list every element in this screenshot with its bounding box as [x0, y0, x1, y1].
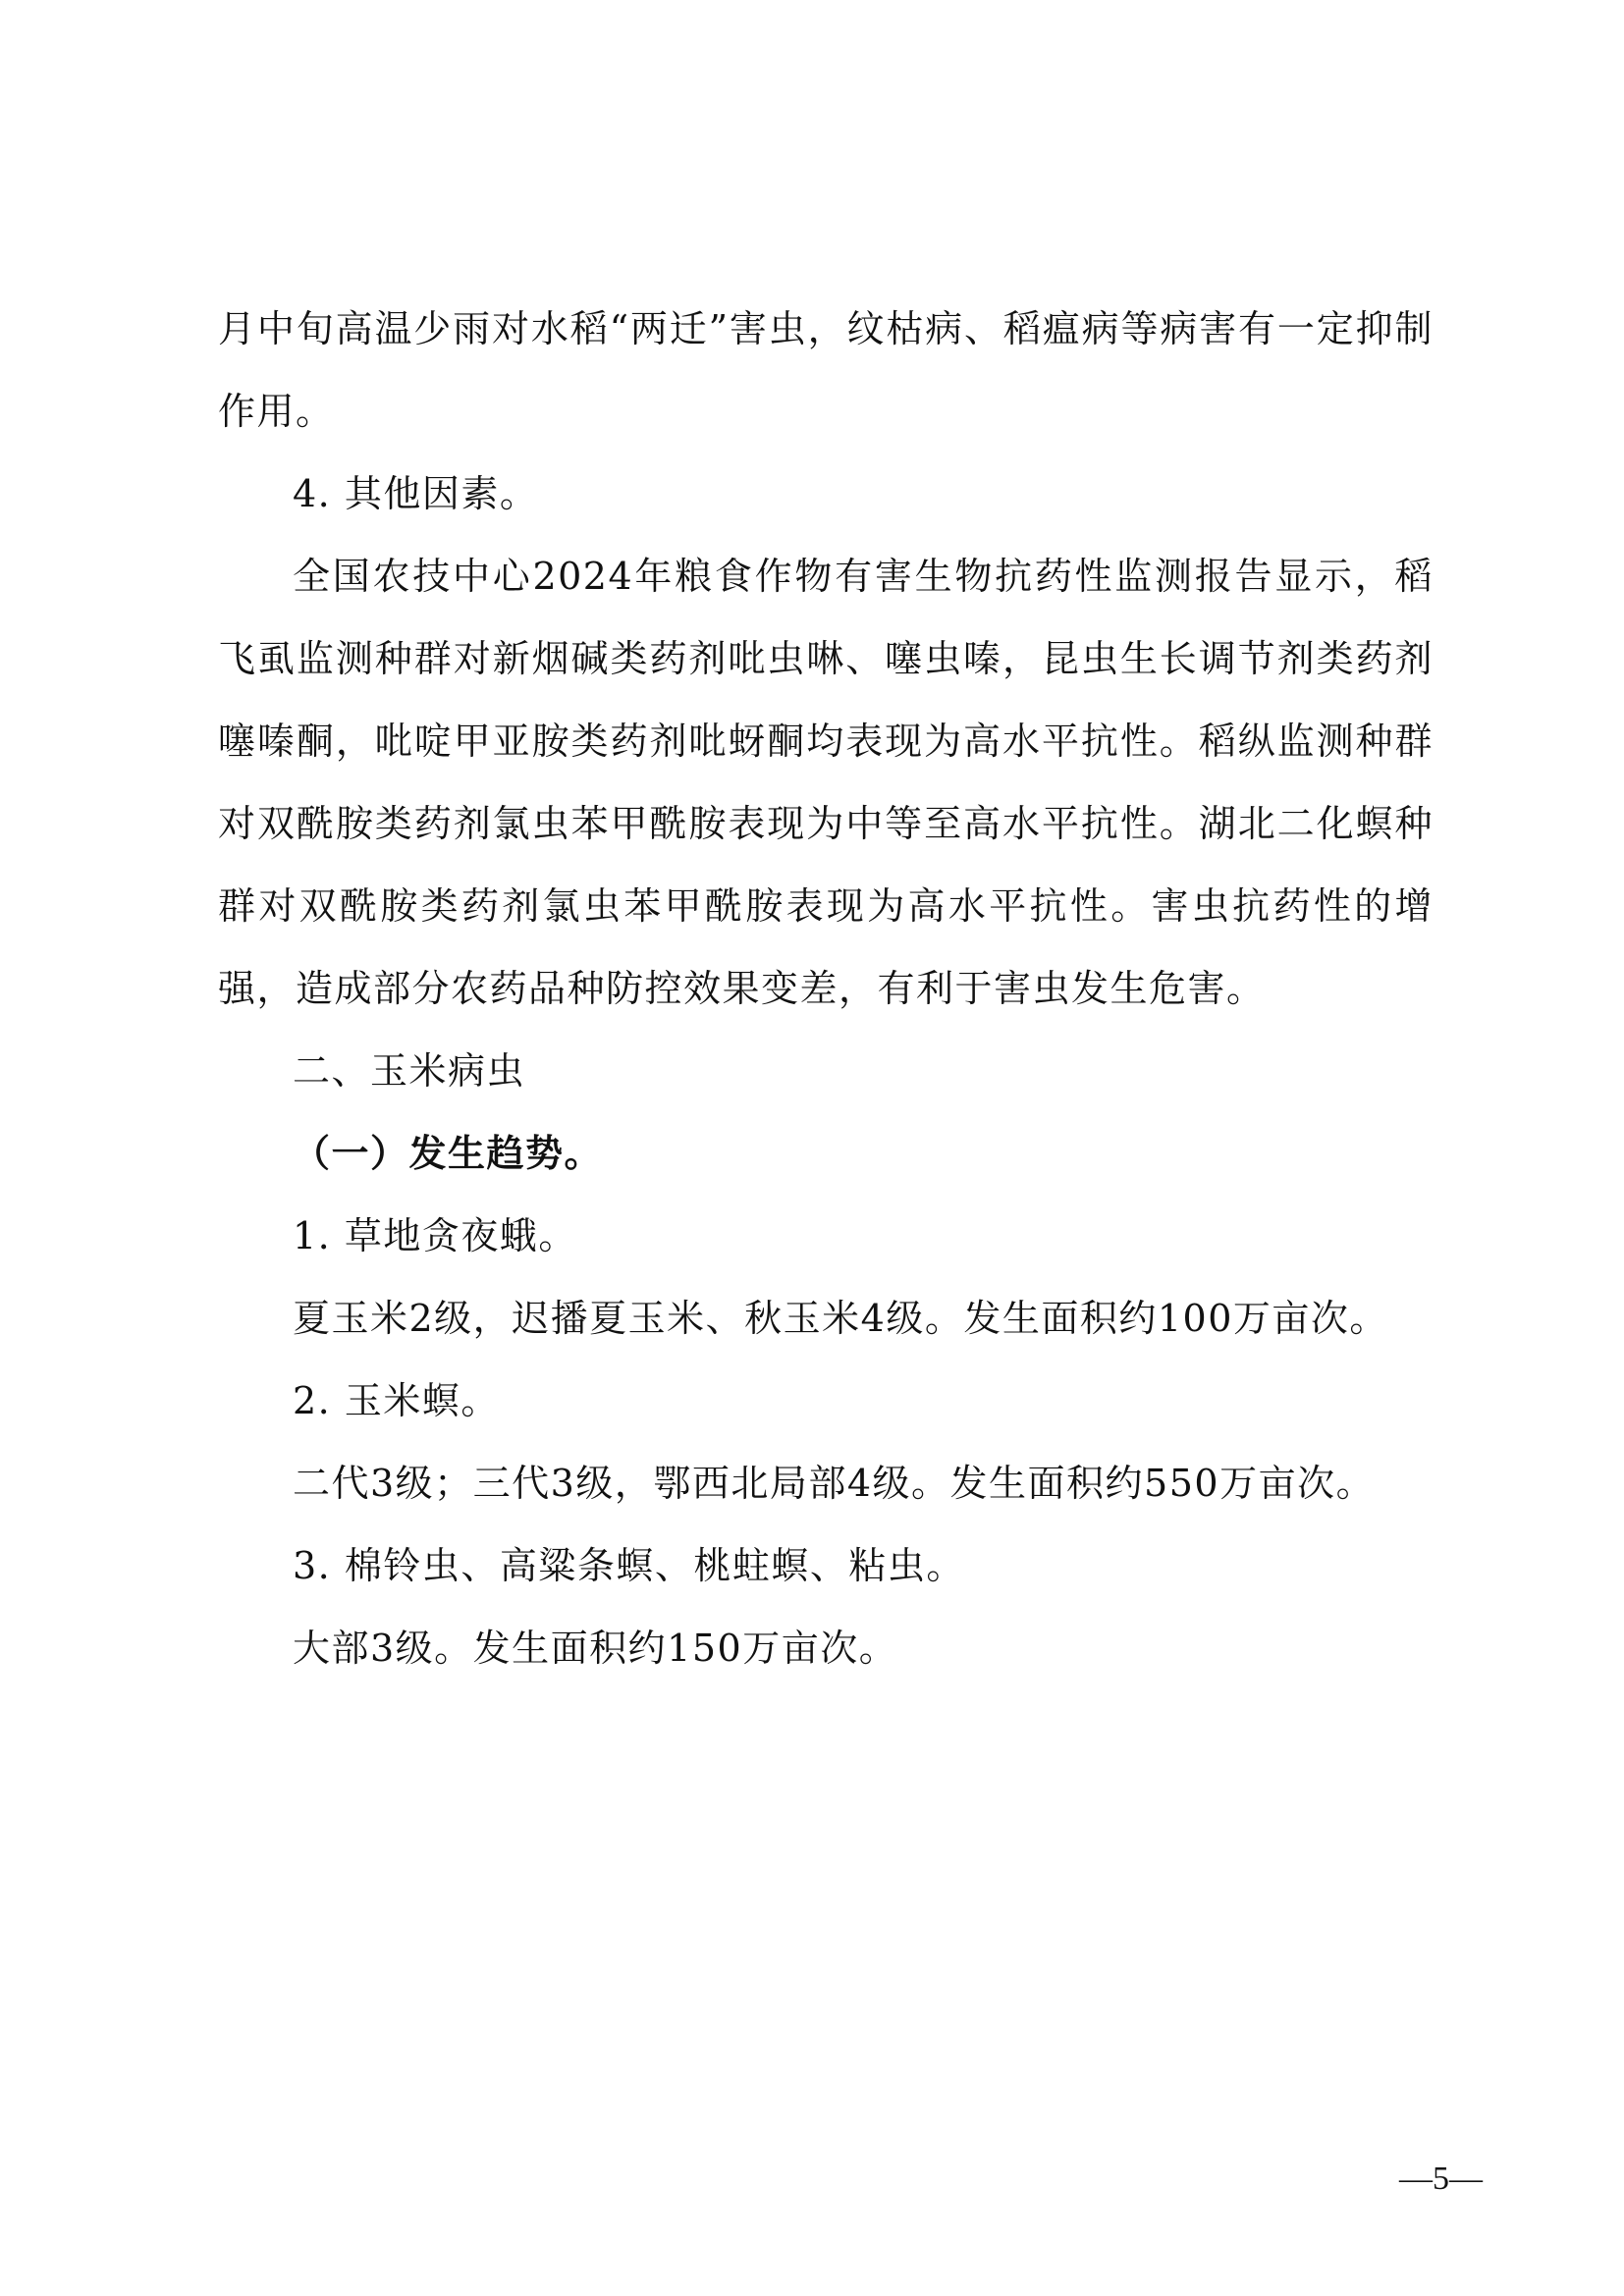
paragraph-fall-armyworm: 夏玉米2级，迟播夏玉米、秋玉米4级。发生面积约100万亩次。: [293, 1297, 1388, 1340]
section-heading-corn-pests: 二、玉米病虫: [293, 1049, 526, 1093]
page-number: —5—: [1399, 2161, 1483, 2197]
subsection-heading-trend: （一）发生趋势。: [293, 1131, 604, 1175]
document-body: [218, 288, 1434, 1689]
item-heading-other-pests: 3. 棉铃虫、高粱条螟、桃蛀螟、粘虫。: [293, 1544, 965, 1587]
paragraph-continuation: 月中旬高温少雨对水稻“两迁”害虫，纹枯病、稻瘟病等病害有一定抑制作用。: [218, 307, 1434, 433]
item-heading-fall-armyworm: 1. 草地贪夜蛾。: [293, 1214, 577, 1257]
paragraph-other-pests: 大部3级。发生面积约150万亩次。: [293, 1627, 898, 1670]
item-heading-corn-borer: 2. 玉米螟。: [293, 1379, 500, 1422]
paragraph-corn-borer: 二代3级；三代3级，鄂西北局部4级。发生面积约550万亩次。: [293, 1462, 1376, 1505]
paragraph-resistance-report: 全国农技中心2024年粮食作物有害生物抗药性监测报告显示，稻飞虱监测种群对新烟碱类药剂吡虫啉、噻虫嗪，昆虫生长调节剂类药剂噻嗪酮，吡啶甲亚胺类药剂吡蚜酮均表现为高水平抗性。稻纵监测种群对双酰胺类药剂氯虫苯甲酰胺表现为中等至高水平抗性。湖北二化螟种群对双酰胺类药剂氯虫苯甲酰胺表现为高水平抗性。害虫抗药性的增强，造成部分农药品种防控效果变差，有利于害虫发生危害。: [218, 555, 1434, 1010]
subheading-other-factors: 4. 其他因素。: [293, 472, 539, 515]
